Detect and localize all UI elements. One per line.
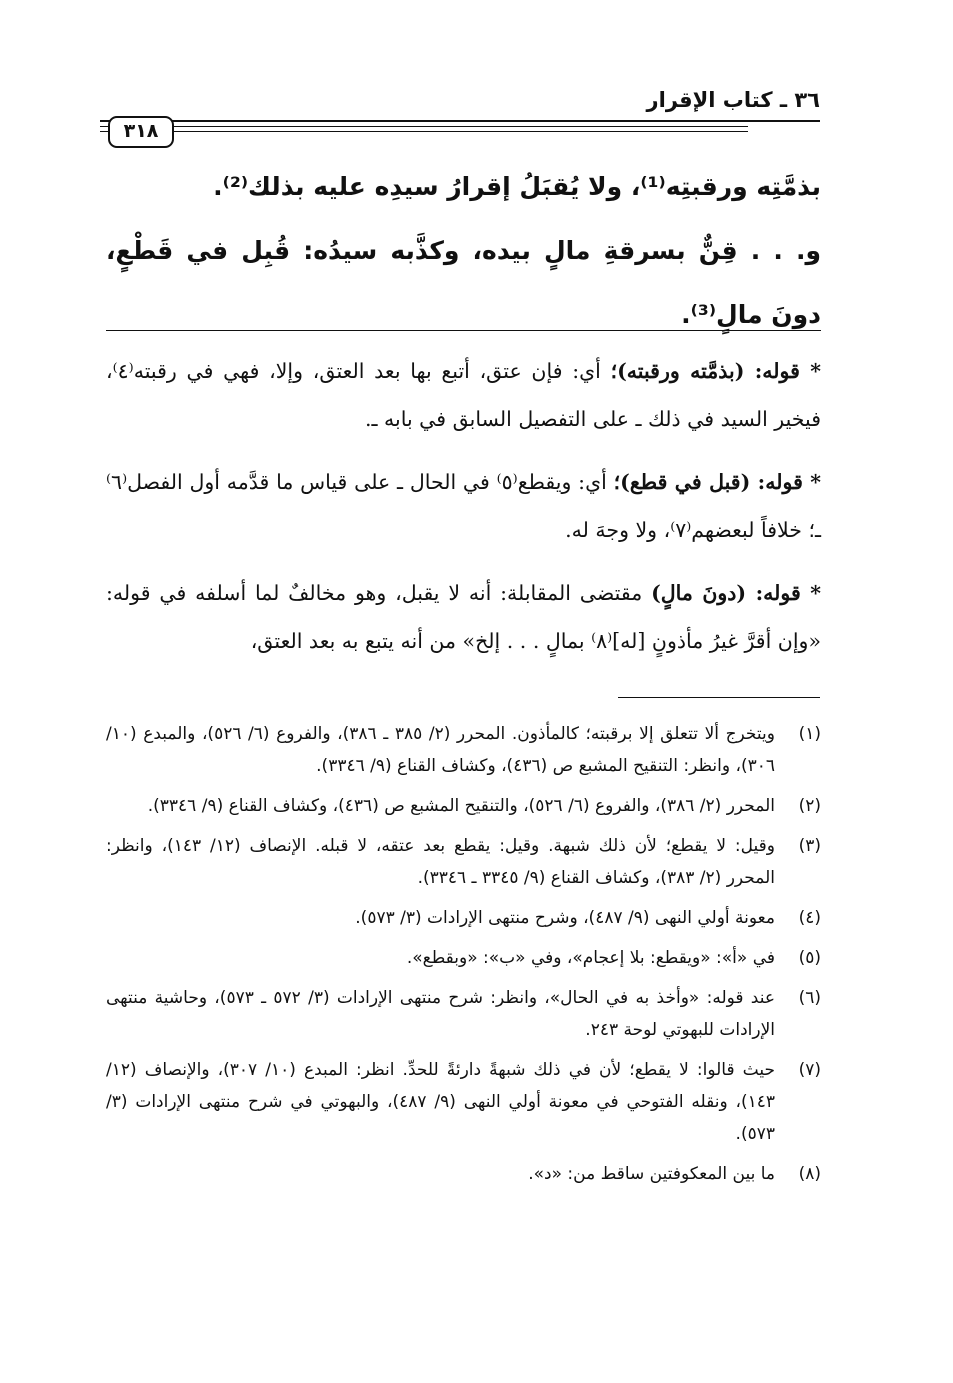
commentary-paragraph [106,347,821,443]
footnote-text: ما بين المعكوفتين ساقط من: «د». [528,1164,775,1184]
commentary [106,347,821,680]
footnote [106,790,821,822]
footnote-text: معونة أولي النهى (٩/ ٤٨٧)، وشرح منتهى الإرادات (٣/ ٥٧٣). [355,908,775,928]
footnote-separator [618,697,820,698]
footnote-number: (٦) [798,988,821,1008]
footnote-number: (٥) [798,948,821,968]
page-number-badge: ٣١٨ [108,116,174,148]
footnote [106,982,821,1046]
footnote-number: (٤) [798,908,821,928]
header-double-rule [100,126,748,132]
header-rule [100,120,820,122]
footnote-number: (٨) [798,1164,821,1184]
footnote-text: عند قوله: «وأخذ به في الحال»، وانظر: شرح منتهى الإرادات (٣/ ٥٧٢ ـ ٥٧٣)، وحاشية منتهى الإرادات للبهوتي لوحة ٢٤٣. [106,988,776,1040]
commentary-lead: * قوله: (دونَ مالٍ) [651,581,821,605]
commentary-lead: * قوله: (قبل في قطع)؛ [613,470,822,494]
footnote-number: (٧) [798,1060,821,1080]
page-header [100,88,820,148]
footnotes [106,718,821,1198]
footnote-number: (٢) [798,796,821,816]
footnote-text: في «أ»: «ويقطع: بلا إعجام»، وفي «ب»: «وبقطع». [406,948,775,968]
commentary-text: مقتضى المقابلة: أنه لا يقبل، وهو مخالفٌ لما أسلفه في قوله: «وإن أقرَّ غيرُ مأذونٍ [له]⁽٨⁾ بمالٍ . . . إلخ» من أنه يتبع به بعد العتق، [106,581,821,653]
footnote [106,1158,821,1190]
footnote [106,1054,821,1150]
footnote [106,718,821,782]
running-title: ٣٦ ـ كتاب الإقرار [646,88,820,112]
commentary-paragraph [106,458,821,554]
footnote [106,942,821,974]
main-text [106,155,821,347]
footnote-number: (١) [798,724,821,744]
commentary-lead: * قوله: (بذمَّته ورقبته)؛ [610,359,821,383]
footnote-text: حيث قالوا: لا يقطع؛ لأن في ذلك شبهةً دارئةً للحدِّ. انظر: المبدع (١٠/ ٣٠٧)، والإنصاف (١٢/ ١٤٣)، ونقله الفتوحي في معونة أولي النهى (٩/ ٤٨٧)، والبهوتي في شرح منتهى الإرادات (٣/ ٥٧٣). [106,1060,775,1144]
commentary-text: أي: فإن عتق، أتبع بها بعد العتق، وإلا، فهي في رقبته⁽٤⁾، فيخير السيد في ذلك ـ على التفصيل السابق في بابه ـ. [106,359,821,431]
footnote-text: وقيل: لا يقطع؛ لأن ذلك شبهة. وقيل: يقطع بعد عتقه، لا قبله. الإنصاف (١٢/ ١٤٣)، وانظر: المحرر (٢/ ٣٨٣)، وكشاف القناع (٩/ ٣٣٤٥ ـ ٣٣٤٦). [106,836,775,888]
commentary-text: أي: ويقطع⁽٥⁾ في الحال ـ على قياس ما قدَّمه أول الفصل⁽٦⁾ ـ؛ خلافاً لبعضهم⁽٧⁾، ولا وجهَ له. [106,470,821,542]
footnote-text: المحرر (٢/ ٣٨٦)، والفروع (٦/ ٥٢٦)، والتنقيح المشبع ص (٤٣٦)، وكشاف القناع (٩/ ٣٣٤٦). [147,796,775,816]
main-text-paragraph: و. . . قِنٌّ بسرقةِ مالٍ بيده، وكذَّبه سيدُه: قُبِل في قَطْعٍ، دونَ مالٍ⁽³⁾. [106,236,821,329]
footnote [106,830,821,894]
footnote-number: (٣) [798,836,821,856]
footnote-text: ويتخرج ألا تتعلق إلا برقبته؛ كالمأذون. المحرر (٢/ ٣٨٥ ـ ٣٨٦)، والفروع (٦/ ٥٢٦)، والمبدع (١٠/ ٣٠٦)، وانظر: التنقيح المشبع ص (٤٣٦)، وكشاف القناع (٩/ ٣٣٤٦). [106,724,775,776]
commentary-paragraph [106,569,821,665]
footnote [106,902,821,934]
main-text-paragraph: بذمَّتِه ورقبتِه⁽¹⁾، ولا يُقبَلُ إقرارُ سيدِه عليه بذلك⁽²⁾. [213,172,821,201]
section-divider [106,330,821,331]
